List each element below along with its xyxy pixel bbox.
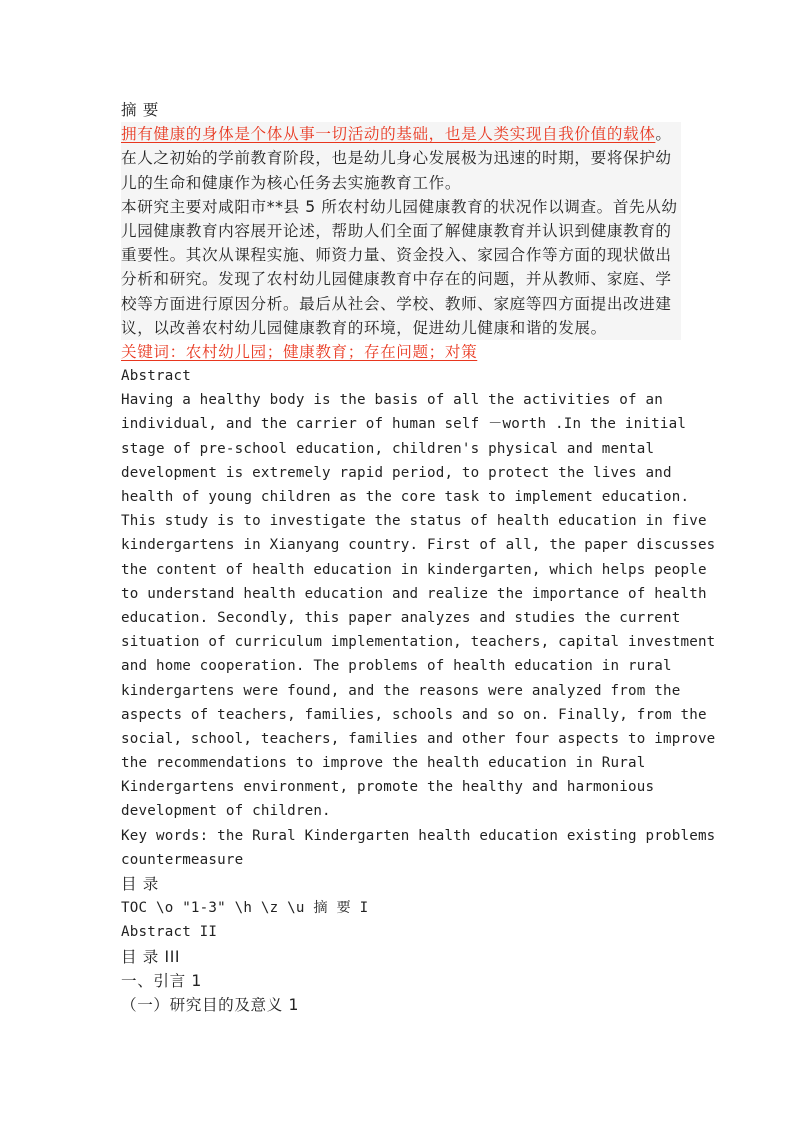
- toc-entry[interactable]: 目 录 III: [121, 947, 181, 966]
- abstract-en-line: kindergartens were found, and the reasons were analyzed from the: [121, 682, 681, 699]
- document-body: [121, 98, 716, 1017]
- abstract-en-line: development is extremely rapid period, to protect the lives and: [121, 464, 672, 481]
- abstract-en-line: education. Secondly, this paper analyzes and studies the current: [121, 609, 681, 626]
- abstract-cn-heading: 摘 要: [121, 101, 159, 119]
- abstract-en-line: social, school, teachers, families and other four aspects to improve: [121, 730, 716, 747]
- abstract-en-line: health of young children as the core task to implement education.: [121, 489, 690, 505]
- toc-entry[interactable]: 一、引言 1: [121, 971, 202, 990]
- toc-field-code: TOC \o "1-3" \h \z \u 摘 要 I: [121, 900, 369, 917]
- abstract-cn-line: 儿的生命和健康作为核心任务去实施教育工作。: [121, 171, 681, 195]
- abstract-en-line: situation of curriculum implementation, teachers, capital investment: [121, 634, 716, 651]
- abstract-en-keywords-cont: countermeasure: [121, 851, 244, 868]
- abstract-cn-lead: [121, 122, 681, 146]
- abstract-cn-line: 在人之初始的学前教育阶段，也是幼儿身心发展极为迅速的时期，要将保护幼: [121, 146, 681, 170]
- abstract-cn-lead-sentence: 拥有健康的身体是个体从事一切活动的基础，也是人类实现自我价值的载体: [121, 125, 656, 144]
- toc-entry[interactable]: Abstract II: [121, 924, 218, 941]
- abstract-en-line: This study is to investigate the status of health education in five: [121, 513, 707, 530]
- abstract-cn-line: 校等方面进行原因分析。最后从社会、学校、教师、家庭等四方面提出改进建: [121, 292, 681, 316]
- abstract-cn-line: 议，以改善农村幼儿园健康教育的环境，促进幼儿健康和谐的发展。: [121, 316, 681, 340]
- abstract-cn-keywords-line: [121, 340, 681, 364]
- abstract-cn-lead-end: 。: [655, 125, 672, 144]
- abstract-en-line: individual, and the carrier of human self －worth .In the initial: [121, 416, 687, 433]
- abstract-en-line: stage of pre-school education, children's physical and mental: [121, 440, 655, 457]
- abstract-cn-line: 重要性。其次从课程实施、师资力量、资金投入、家园合作等方面的现状做出: [121, 243, 681, 267]
- abstract-en-line: to understand health education and realize the importance of health: [121, 585, 707, 602]
- abstract-en-line: development of children.: [121, 803, 331, 820]
- abstract-en-line: and home cooperation. The problems of health education in rural: [121, 658, 672, 675]
- abstract-en-line: Having a healthy body is the basis of all the activities of an: [121, 392, 663, 409]
- abstract-cn-line: 分析和研究。发现了农村幼儿园健康教育中存在的问题，并从教师、家庭、学: [121, 267, 681, 291]
- abstract-en-line: the recommendations to improve the health education in Rural: [121, 755, 646, 772]
- abstract-en-line: the content of health education in kindergarten, which helps people: [121, 561, 707, 578]
- abstract-cn-line: 儿园健康教育内容展开论述，帮助人们全面了解健康教育并认识到健康教育的: [121, 219, 681, 243]
- abstract-en-heading: Abstract: [121, 368, 191, 385]
- abstract-en-line: kindergartens in Xianyang country. First of all, the paper discusses: [121, 537, 716, 554]
- abstract-cn-keywords: 关键词：农村幼儿园；健康教育；存在问题；对策: [121, 342, 478, 361]
- toc-entry[interactable]: （一）研究目的及意义 1: [121, 995, 300, 1014]
- toc-heading: 目 录: [121, 875, 159, 893]
- abstract-en-line: aspects of teachers, families, schools and so on. Finally, from the: [121, 706, 707, 723]
- abstract-cn-line: 本研究主要对咸阳市**县 5 所农村幼儿园健康教育的状况作以调查。首先从幼: [121, 195, 681, 219]
- abstract-en-keywords: Key words: the Rural Kindergarten health education existing problems: [121, 827, 716, 844]
- abstract-en-line: Kindergartens environment, promote the healthy and harmonious: [121, 779, 655, 796]
